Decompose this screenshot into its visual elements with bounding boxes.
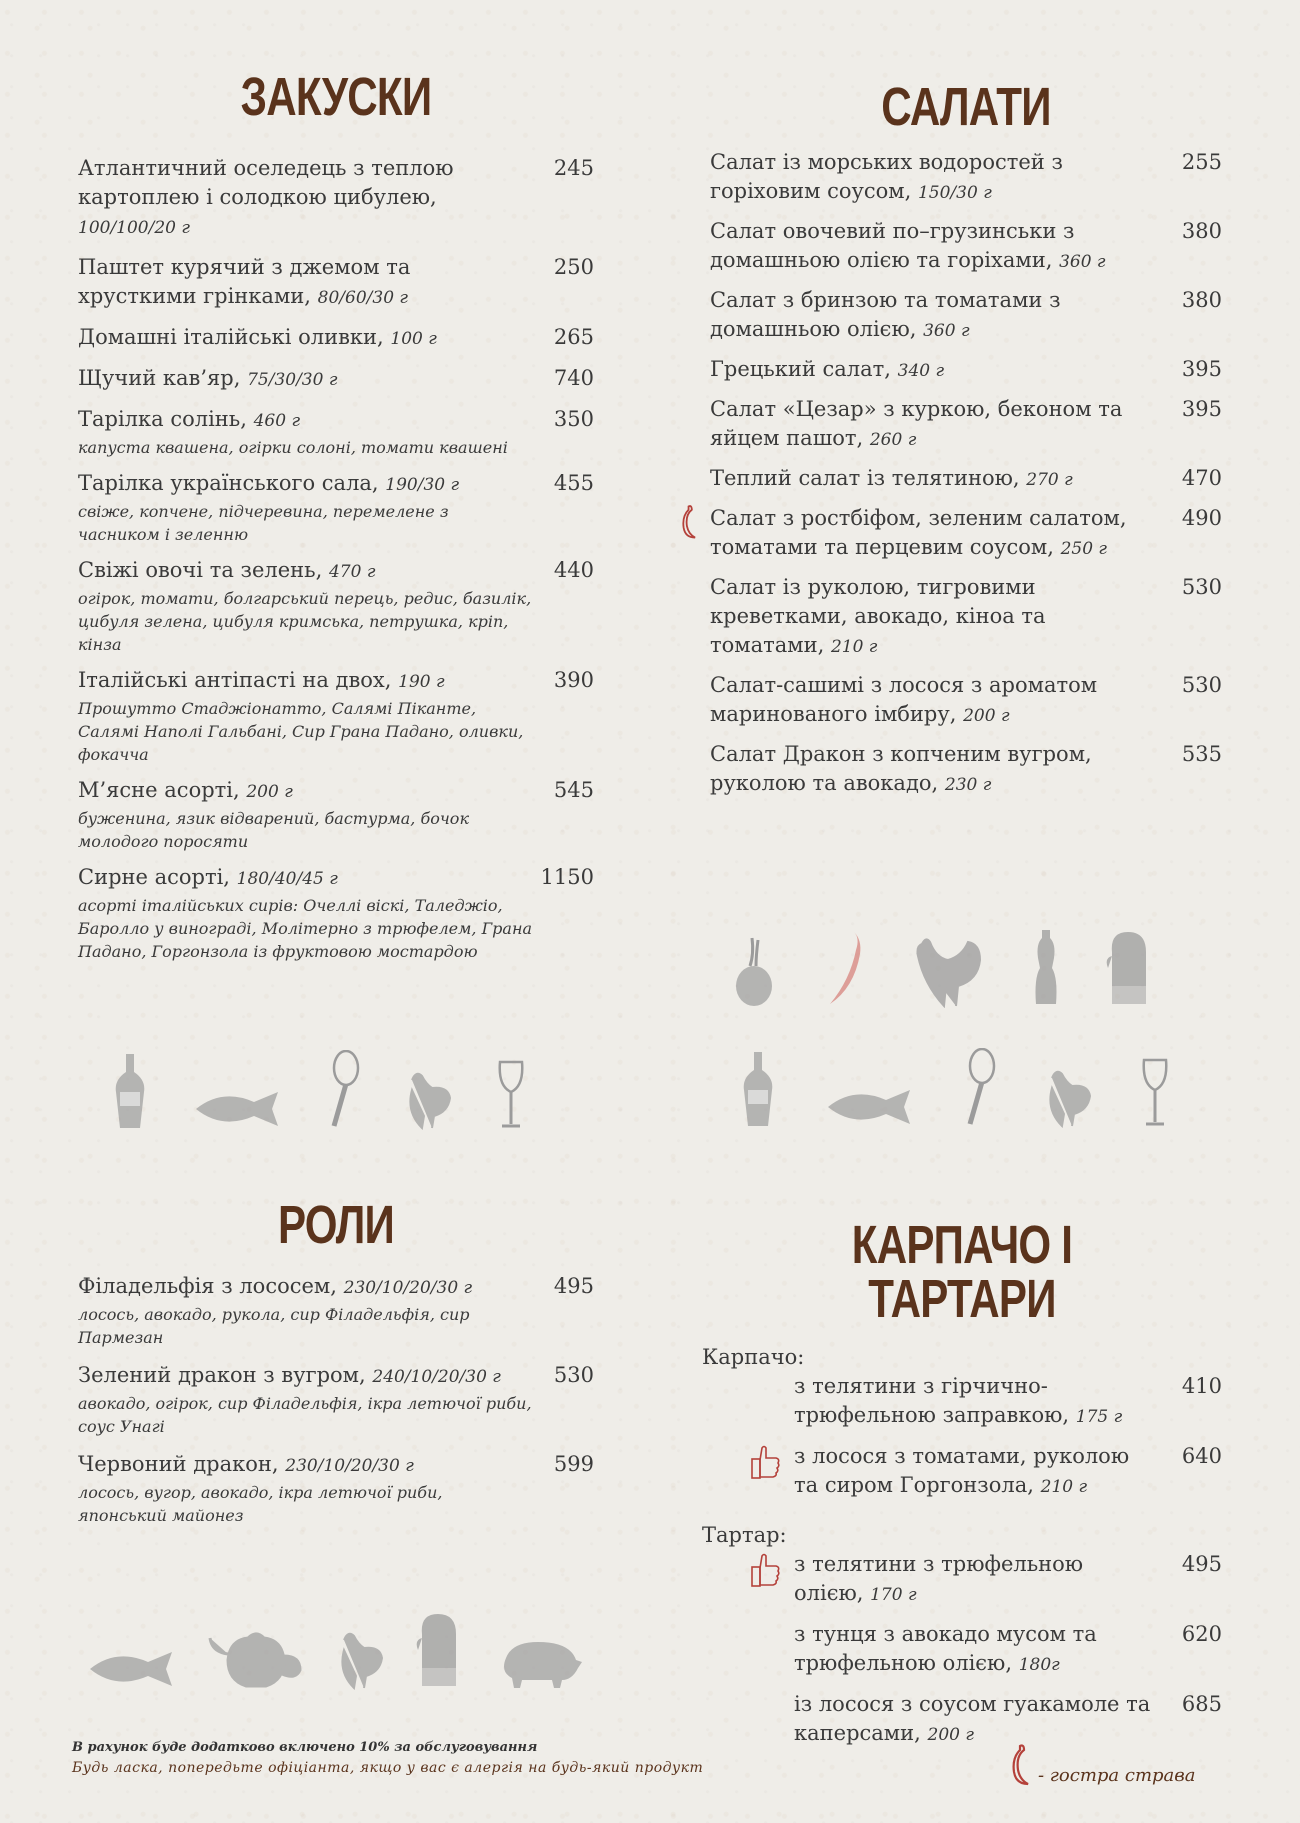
menu-item-name-text: Салат-сашимі з лосося з ароматом маринованого імбиру, [710, 673, 1098, 726]
menu-item-price: 620 [1181, 1622, 1222, 1646]
carpaccio-section [702, 1215, 1222, 1760]
icons-row-zakusky [110, 1050, 526, 1130]
icons-row-salaty-1 [728, 926, 1152, 1008]
salaty-list [710, 148, 1222, 800]
menu-item-name [794, 1620, 1222, 1680]
menu-item [78, 405, 594, 459]
whisk-icon [326, 1050, 360, 1130]
menu-item-name-text: з лосося з томатами, руколою та сиром Горгонзола, [794, 1444, 1130, 1497]
bottle-icon [110, 1052, 150, 1130]
salaty-section [710, 77, 1222, 809]
menu-item-weight: 200 г [927, 1725, 974, 1745]
menu-item-weight: 240/10/20/30 г [372, 1367, 501, 1387]
service-note: В рахунок буде додатково включено 10% за обслуговування [72, 1740, 538, 1755]
menu-item [710, 286, 1222, 346]
menu-item-name [78, 1361, 594, 1392]
menu-item-name [710, 504, 1222, 564]
teapot-icon [208, 1630, 304, 1690]
menu-item-name [794, 1442, 1222, 1502]
menu-item-name [710, 395, 1222, 455]
menu-item [794, 1620, 1222, 1680]
roly-list [78, 1272, 594, 1527]
pepper-mill-icon [1032, 928, 1060, 1008]
menu-item-weight: 340 г [897, 361, 945, 381]
section-title-zakusky: ЗАКУСКИ [240, 67, 432, 127]
menu-item-weight: 230/10/20/30 г [343, 1278, 473, 1298]
menu-item-name [710, 355, 1222, 386]
menu-item-price: 350 [553, 407, 594, 431]
menu-item-name [78, 1272, 594, 1303]
section-title-carpaccio: КАРПАЧО І ТАРТАРИ [851, 1215, 1073, 1329]
menu-item-price: 265 [553, 325, 594, 349]
menu-item [794, 1442, 1222, 1502]
chicken-icon [402, 1066, 454, 1130]
menu-item-weight: 100 г [390, 329, 437, 349]
menu-item-weight: 180/40/45 г [236, 869, 338, 889]
menu-item-name [78, 776, 594, 807]
menu-item [78, 1450, 594, 1527]
menu-item-price: 395 [1181, 397, 1222, 421]
menu-item-weight: 200 г [963, 706, 1010, 726]
menu-item-weight: 230 г [944, 775, 992, 795]
menu-item-weight: 210 г [830, 637, 878, 657]
rooster-icon [910, 926, 986, 1008]
spicy-legend [1012, 1744, 1195, 1786]
menu-item-weight: 470 г [328, 562, 376, 582]
menu-item-name-text: із лосося з соусом гуакамоле та каперсами, [794, 1692, 1151, 1745]
menu-item [710, 395, 1222, 455]
chili-icon [682, 504, 700, 540]
menu-item-name-text: з телятини з трюфельною олією, [794, 1552, 1084, 1605]
menu-item-name [710, 217, 1222, 277]
pig-icon [492, 1636, 584, 1690]
menu-item-name [78, 469, 594, 500]
menu-item-price: 685 [1181, 1692, 1222, 1716]
allergy-note: Будь ласка, попередьте офіціанта, якщо у вас є алергія на будь-який продукт [72, 1760, 704, 1776]
menu-item-name-text: з тунця з авокадо мусом та трюфельною олією, [794, 1622, 1097, 1675]
menu-item [78, 556, 594, 656]
roly-section [78, 1195, 594, 1539]
menu-item-name-text: Грецький салат, [710, 357, 891, 381]
menu-item-weight: 100/100/20 г [78, 218, 190, 238]
menu-item-name-text: Паштет курячий з джемом та хрусткими грінками, [78, 255, 411, 308]
tartar-label: Тартар: [702, 1523, 787, 1547]
menu-item-price: 245 [553, 156, 594, 180]
menu-item-weight: 460 г [253, 411, 301, 431]
menu-item-name [710, 148, 1222, 208]
section-title-roly: РОЛИ [278, 1195, 394, 1255]
menu-item [794, 1550, 1222, 1610]
fish-icon [86, 1648, 178, 1690]
menu-item-name [794, 1690, 1222, 1750]
menu-item-weight: 210 г [1040, 1477, 1088, 1497]
menu-item [710, 464, 1222, 495]
menu-item-price: 599 [553, 1452, 594, 1476]
menu-item-name [78, 556, 594, 587]
menu-item-name [78, 323, 594, 354]
menu-item-description: авокадо, огірок, сир Філадельфія, ікра летючої риби, соус Унагі [78, 1394, 532, 1436]
wine-glass-icon [1140, 1056, 1170, 1128]
bottle-icon [738, 1050, 778, 1128]
carpaccio-label: Карпачо: [702, 1345, 805, 1369]
menu-item-price: 530 [1181, 673, 1222, 697]
menu-item-name-text: Філадельфія з лососем, [78, 1274, 337, 1298]
menu-item-weight: 260 г [869, 430, 917, 450]
menu-item-price: 470 [1181, 466, 1222, 490]
menu-item-weight: 360 г [923, 321, 970, 341]
menu-item-name-text: Сирне асорті, [78, 865, 230, 889]
menu-item-name-text: Зелений дракон з вугром, [78, 1363, 366, 1387]
menu-item-name-text: Салат із морських водоростей з горіховим соусом, [710, 150, 1063, 203]
menu-item-price: 390 [553, 668, 594, 692]
menu-item-name-text: Салат з ростбіфом, зеленим салатом, томатами та перцевим соусом, [710, 506, 1127, 559]
fish-icon [192, 1088, 284, 1130]
menu-item-name-text: М’ясне асорті, [78, 778, 240, 802]
menu-item-weight: 170 г [870, 1585, 917, 1605]
menu-item-weight: 80/60/30 г [317, 288, 409, 308]
menu-item-price: 530 [1181, 575, 1222, 599]
menu-item-description: буженина, язик відварений, бастурма, бочок молодого поросяти [78, 809, 469, 851]
menu-item [710, 573, 1222, 662]
onion-icon [728, 934, 778, 1008]
menu-item [710, 355, 1222, 386]
menu-item-name [78, 405, 594, 436]
whisk-icon [962, 1048, 996, 1128]
menu-item-name-text: Червоний дракон, [78, 1452, 279, 1476]
tartar-list [794, 1550, 1222, 1750]
menu-item-name [710, 740, 1222, 800]
menu-item-weight: 200 г [246, 782, 293, 802]
chicken-icon [334, 1626, 386, 1690]
menu-item [78, 154, 594, 243]
menu-item [78, 364, 594, 395]
menu-item-name [78, 253, 594, 313]
chili-icon [824, 928, 864, 1008]
menu-item-description: асорті італійських сирів: Очеллі віскі, Таледжіо, Баролло у винограді, Молітерно з трюфелем, Грана Падано, Горгонзола із фруктовою мостардою [78, 896, 533, 961]
menu-item [794, 1690, 1222, 1750]
menu-item-weight: 150/30 г [917, 183, 992, 203]
chicken-icon [1042, 1064, 1094, 1128]
menu-item-weight: 190/30 г [385, 475, 460, 495]
menu-item-name [710, 573, 1222, 662]
legend-text: - гостра страва [1038, 1765, 1196, 1786]
menu-item-price: 250 [553, 255, 594, 279]
oven-mitt-icon [1106, 928, 1152, 1008]
menu-item [78, 253, 594, 313]
menu-item-name-text: Атлантичний оселедець з теплою картоплею і солодкою цибулею, [78, 156, 454, 209]
menu-item [78, 1361, 594, 1438]
menu-item-price: 440 [553, 558, 594, 582]
thumbs-up-icon [748, 1552, 782, 1590]
menu-item-price: 545 [553, 778, 594, 802]
menu-item-weight: 230/10/20/30 г [285, 1456, 414, 1476]
menu-item-price: 255 [1181, 150, 1222, 174]
menu-item-price: 490 [1181, 506, 1222, 530]
menu-item-name-text: Свіжі овочі та зелень, [78, 558, 323, 582]
menu-item-name [78, 666, 594, 697]
menu-item-price: 495 [553, 1274, 594, 1298]
menu-item-price: 640 [1181, 1444, 1222, 1468]
menu-item-name-text: Щучий кав’яр, [78, 366, 241, 390]
menu-item-weight: 190 г [398, 672, 445, 692]
menu-item-name [78, 1450, 594, 1481]
menu-item-name-text: Тарілка солінь, [78, 407, 247, 431]
section-title-salaty: САЛАТИ [881, 77, 1051, 137]
menu-item-weight: 250 г [1060, 539, 1108, 559]
menu-item-name-text: Салат овочевий по–грузинськи з домашньою олією та горіхами, [710, 219, 1075, 272]
menu-item-name [794, 1372, 1222, 1432]
menu-item-name [710, 671, 1222, 731]
menu-item-price: 1150 [540, 865, 594, 889]
thumbs-up-icon [748, 1444, 782, 1482]
menu-item-name-text: Італійські антіпасті на двох, [78, 668, 392, 692]
menu-item-price: 495 [1181, 1552, 1222, 1576]
menu-item-name [78, 863, 594, 894]
menu-item-name-text: Домашні італійські оливки, [78, 325, 384, 349]
menu-item-description: лосось, авокадо, рукола, сир Філадельфія, сир Пармезан [78, 1305, 470, 1347]
fish-icon [824, 1086, 916, 1128]
menu-item-name-text: Теплий салат із телятиною, [710, 466, 1020, 490]
menu-item-name [710, 464, 1222, 495]
menu-item [710, 671, 1222, 731]
menu-item-weight: 175 г [1075, 1407, 1123, 1427]
menu-item [78, 323, 594, 354]
menu-item-price: 410 [1181, 1374, 1222, 1398]
menu-item-description: Прошутто Стаджіонатто, Салямі Піканте, Салямі Наполі Гальбані, Сир Грана Падано, оливки, фокачча [78, 699, 524, 764]
menu-item-description: капуста квашена, огірки солоні, томати квашені [78, 438, 508, 457]
icons-row-roly [86, 1610, 584, 1690]
menu-item-price: 740 [553, 366, 594, 390]
menu-item-price: 395 [1181, 357, 1222, 381]
carpaccio-list [794, 1372, 1222, 1502]
menu-item-name-text: з телятини з гірчично-трюфельною заправкою, [794, 1374, 1070, 1427]
menu-item-price: 535 [1181, 742, 1222, 766]
icons-row-salaty-2 [738, 1048, 1170, 1128]
menu-item-name [794, 1550, 1222, 1610]
menu-item-description: лосось, вугор, авокадо, ікра летючої риби, японський майонез [78, 1483, 443, 1525]
menu-item-name [78, 154, 594, 243]
menu-item-price: 380 [1181, 288, 1222, 312]
menu-item-weight: 360 г [1059, 252, 1106, 272]
menu-item [710, 740, 1222, 800]
menu-item [78, 1272, 594, 1349]
menu-item-price: 455 [553, 471, 594, 495]
menu-item [710, 504, 1222, 564]
menu-item-description: огірок, томати, болгарський перець, редис, базилік, цибуля зелена, цибуля кримська, петрушка, кріп, кінза [78, 589, 532, 654]
menu-item-weight: 270 г [1026, 470, 1073, 490]
menu-item-name-text: Салат з бринзою та томатами з домашньою олією, [710, 288, 1061, 341]
menu-item-name [78, 364, 594, 395]
menu-item-name-text: Салат «Цезар» з куркою, беконом та яйцем пашот, [710, 397, 1123, 450]
menu-item [78, 469, 594, 546]
oven-mitt-icon [416, 1610, 462, 1690]
menu-item-price: 380 [1181, 219, 1222, 243]
menu-item [78, 776, 594, 853]
chili-icon [1012, 1744, 1034, 1786]
wine-glass-icon [496, 1058, 526, 1130]
menu-item-weight: 75/30/30 г [247, 370, 338, 390]
menu-item-price: 530 [553, 1363, 594, 1387]
menu-item-name-text: Тарілка українського сала, [78, 471, 379, 495]
menu-item-name [710, 286, 1222, 346]
menu-item-name-text: Салат із руколою, тигровими креветками, авокадо, кіноа та томатами, [710, 575, 1046, 657]
menu-item-name-text: Салат Дракон з копченим вугром, руколою та авокадо, [710, 742, 1092, 795]
menu-item-description: свіже, копчене, підчеревина, перемелене з часником і зеленню [78, 502, 449, 544]
menu-item [710, 148, 1222, 208]
menu-item [78, 863, 594, 963]
zakusky-section [78, 67, 594, 973]
menu-item [794, 1372, 1222, 1432]
zakusky-list [78, 154, 594, 963]
menu-item-weight: 180г [1018, 1655, 1060, 1675]
menu-item [710, 217, 1222, 277]
menu-item [78, 666, 594, 766]
